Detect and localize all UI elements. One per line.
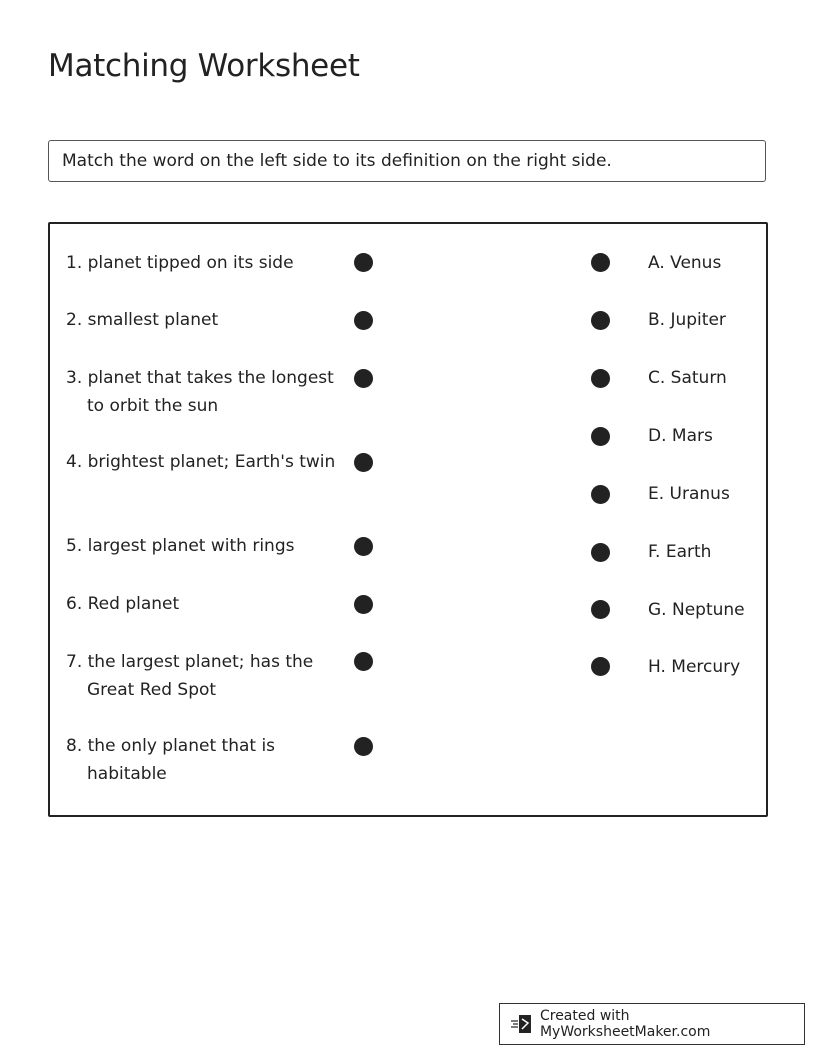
left-item: 6. Red planet bbox=[66, 594, 180, 614]
right-match-dot[interactable] bbox=[591, 369, 610, 388]
instructions-box: Match the word on the left side to its definition on the right side. bbox=[48, 140, 766, 182]
right-item: E. Uranus bbox=[648, 484, 730, 504]
footer-credit[interactable] bbox=[499, 1003, 805, 1045]
left-match-dot[interactable] bbox=[354, 537, 373, 556]
left-item: 2. smallest planet bbox=[66, 310, 219, 330]
right-match-dot[interactable] bbox=[591, 253, 610, 272]
left-item: 1. planet tipped on its side bbox=[66, 253, 294, 273]
right-match-dot[interactable] bbox=[591, 427, 610, 446]
left-match-dot[interactable] bbox=[354, 652, 373, 671]
right-item: B. Jupiter bbox=[648, 310, 726, 330]
left-item: 8. the only planet that is habitable bbox=[66, 736, 276, 784]
right-match-dot[interactable] bbox=[591, 485, 610, 504]
left-match-dot[interactable] bbox=[354, 311, 373, 330]
right-item: F. Earth bbox=[648, 542, 712, 562]
left-item: 3. planet that takes the longest to orbit the sun bbox=[66, 368, 334, 416]
left-match-dot[interactable] bbox=[354, 737, 373, 756]
left-item: 4. brightest planet; Earth's twin bbox=[66, 452, 336, 472]
left-item: 7. the largest planet; has the Great Red Spot bbox=[66, 652, 314, 700]
right-match-dot[interactable] bbox=[591, 600, 610, 619]
left-match-dot[interactable] bbox=[354, 595, 373, 614]
worksheet-logo-icon bbox=[510, 1013, 534, 1035]
right-item: C. Saturn bbox=[648, 368, 727, 388]
right-match-dot[interactable] bbox=[591, 657, 610, 676]
right-item: H. Mercury bbox=[648, 657, 741, 677]
right-item: D. Mars bbox=[648, 426, 713, 446]
left-item: 5. largest planet with rings bbox=[66, 536, 295, 556]
left-match-dot[interactable] bbox=[354, 369, 373, 388]
right-match-dot[interactable] bbox=[591, 543, 610, 562]
left-match-dot[interactable] bbox=[354, 453, 373, 472]
page-title: Matching Worksheet bbox=[48, 48, 360, 84]
right-item: G. Neptune bbox=[648, 600, 745, 620]
left-match-dot[interactable] bbox=[354, 253, 373, 272]
right-item: A. Venus bbox=[648, 253, 722, 273]
right-match-dot[interactable] bbox=[591, 311, 610, 330]
footer-text: Created with MyWorksheetMaker.com bbox=[539, 1008, 711, 1040]
